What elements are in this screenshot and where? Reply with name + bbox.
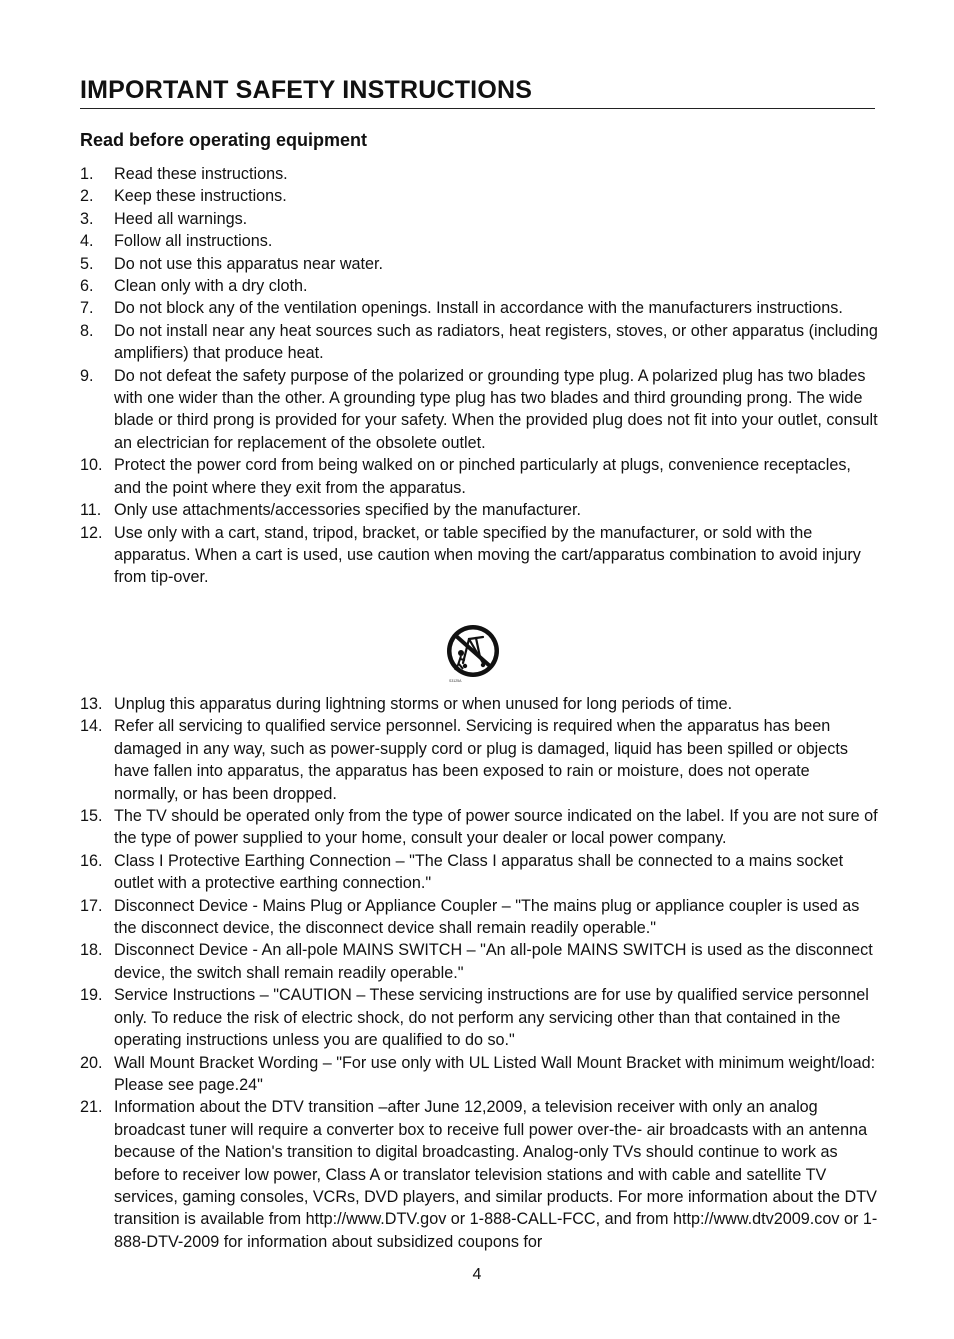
symbol-caption: S3125A — [449, 679, 462, 683]
instruction-list-part1 — [80, 163, 878, 589]
item-number: 16. — [80, 851, 103, 870]
item-text: Keep these instructions. — [114, 187, 287, 206]
item-number: 2. — [80, 187, 94, 206]
list-item — [80, 522, 878, 589]
list-item — [80, 163, 878, 185]
list-item — [80, 715, 878, 805]
item-number: 8. — [80, 321, 94, 340]
item-number: 3. — [80, 209, 94, 228]
item-number: 9. — [80, 366, 94, 385]
list-item — [80, 895, 878, 940]
item-number: 17. — [80, 896, 103, 915]
item-number: 4. — [80, 232, 94, 251]
list-item — [80, 365, 878, 455]
item-text: The TV should be operated only from the type of power source indicated on the label. If you are not sure of the type of power supplied to your home, consult your dealer or local power company. — [114, 807, 878, 848]
item-number: 20. — [80, 1053, 103, 1072]
item-number: 14. — [80, 717, 103, 736]
item-number: 12. — [80, 523, 103, 542]
list-item — [80, 275, 878, 297]
section-subtitle: Read before operating equipment — [80, 130, 368, 150]
item-text: Do not use this apparatus near water. — [114, 254, 384, 273]
item-text: Protect the power cord from being walked on or pinched particularly at plugs, convenience receptacles, and the point where they exit from the apparatus. — [114, 456, 851, 497]
instruction-list-part2 — [80, 693, 878, 1253]
item-number: 18. — [80, 941, 103, 960]
list-item — [80, 939, 878, 984]
list-item — [80, 208, 878, 230]
list-item — [80, 805, 878, 850]
list-item — [80, 454, 878, 499]
item-number: 5. — [80, 254, 94, 273]
item-text: Information about the DTV transition –after June 12,2009, a television receiver with only an analog broadcast tuner will require a converter box to receive full power over-the- air broadcasts with an antenna because of the Nation's transition to digital broadcasting. Analog-only TVs should continue to work as before to receiver low power, Class A or translator television stations and with cable and satellite TV services, gaming consoles, VCRs, DVD players, and similar products. For more information about the DTV transition is available from http://www.DTV.gov or 1-888-CALL-FCC, and from http://www.dtv2009.cov or 1-888-DTV-2009 for information about subsidized coupons for — [114, 1098, 878, 1251]
item-number: 10. — [80, 456, 103, 475]
item-text: Wall Mount Bracket Wording – "For use only with UL Listed Wall Mount Bracket with minimum weight/load: Please see page.24" — [114, 1053, 876, 1094]
list-item — [80, 850, 878, 895]
item-text: Follow all instructions. — [114, 232, 273, 251]
list-item — [80, 1096, 878, 1253]
item-text: Service Instructions – "CAUTION – These servicing instructions are for use by qualified service personnel only. To reduce the risk of electric shock, do not perform any servicing other than that contained in the operating instructions unless you are qualified to do so." — [114, 986, 869, 1050]
item-text: Heed all warnings. — [114, 209, 248, 228]
item-number: 1. — [80, 165, 94, 183]
item-text: Do not block any of the ventilation openings. Install in accordance with the manufacturers instructions. — [114, 299, 843, 318]
item-text: Disconnect Device - Mains Plug or Appliance Coupler – "The mains plug or appliance coupler is used as the disconnect device, the disconnect device shall remain readily operable." — [114, 896, 860, 938]
item-number: 21. — [80, 1098, 103, 1117]
item-text: Use only with a cart, stand, tripod, bracket, or table specified by the manufacturer, or sold with the apparatus. When a cart is used, use caution when moving the cart/apparatus combination to avoid injury from tip-over. — [114, 523, 861, 587]
list-item — [80, 297, 878, 319]
page-title: IMPORTANT SAFETY INSTRUCTIONS — [80, 76, 875, 109]
page-number: 4 — [472, 1266, 482, 1283]
item-number: 7. — [80, 299, 94, 318]
item-text: Only use attachments/accessories specified by the manufacturer. — [114, 501, 581, 520]
list-item — [80, 1052, 878, 1097]
list-item — [80, 984, 878, 1051]
item-text: Do not install near any heat sources such as radiators, heat registers, stoves, or other apparatus (including amplifiers) that produce heat. — [114, 321, 878, 363]
item-text: Class I Protective Earthing Connection – "The Class I apparatus shall be connected to a mains socket outlet with a protective earthing connection." — [114, 851, 844, 893]
list-item — [80, 253, 878, 275]
list-item — [80, 185, 878, 207]
item-number: 19. — [80, 986, 103, 1005]
item-text: Unplug this apparatus during lightning storms or when unused for long periods of time. — [114, 695, 733, 713]
item-text: Disconnect Device - An all-pole MAINS SWITCH – "An all-pole MAINS SWITCH is used as the disconnect device, the switch shall remain readily operable." — [114, 941, 873, 982]
item-number: 6. — [80, 277, 94, 296]
item-text: Read these instructions. — [114, 165, 288, 183]
item-text: Do not defeat the safety purpose of the polarized or grounding type plug. A polarized plug has two blades with one wider than the other. A grounding type plug has two blades and third grounding prong. The wide blade or third prong is provided for your safety. When the provided plug does not fit into your outlet, consult an electrician for replacement of the obsolete outlet. — [114, 366, 878, 452]
cart-tip-over-warning-icon — [443, 623, 503, 683]
list-item — [80, 693, 878, 715]
list-item — [80, 320, 878, 365]
item-number: 15. — [80, 807, 103, 826]
item-text: Clean only with a dry cloth. — [114, 277, 308, 296]
list-item — [80, 499, 878, 521]
item-text: Refer all servicing to qualified service personnel. Servicing is required when the apparatus has been damaged in any way, such as power-supply cord or plug is damaged, liquid has been spilled or objects have fallen into apparatus, the apparatus has been exposed to rain or moisture, does not operate normally, or has been dropped. — [114, 717, 848, 803]
item-number: 13. — [80, 695, 103, 713]
item-number: 11. — [80, 501, 102, 520]
list-item — [80, 230, 878, 252]
